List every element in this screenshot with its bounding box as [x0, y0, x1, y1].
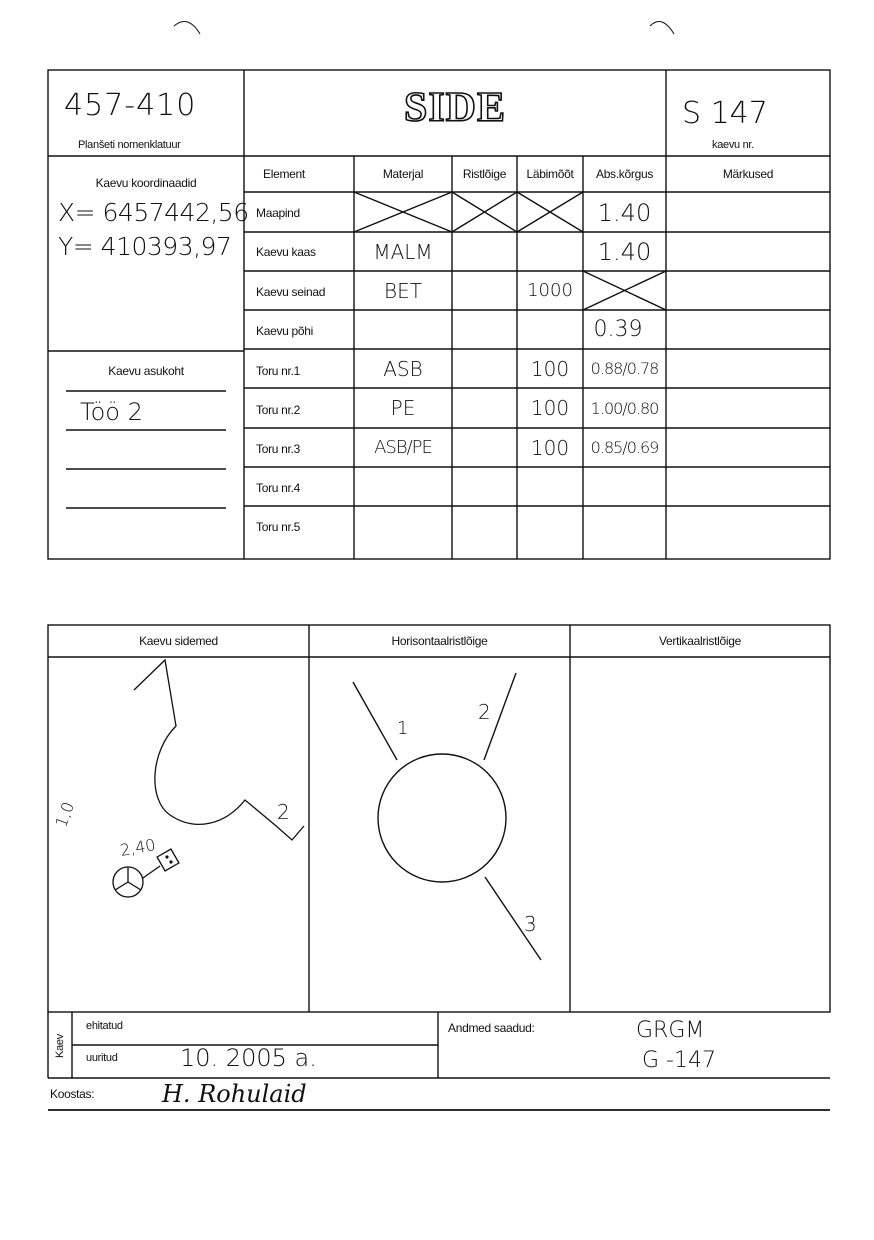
- horizontal-section-sketch: [353, 673, 541, 960]
- table-cell-labimoot: 100: [530, 396, 570, 420]
- surveyed-label: uuritud: [86, 1052, 118, 1064]
- coordinate-x: X= 6457442,56: [58, 198, 249, 227]
- surveyed-value: 10. 2005 a.: [180, 1044, 317, 1072]
- header-ristloige: Ristlõige: [462, 167, 507, 181]
- table-cell-abs: 1.40: [597, 237, 652, 266]
- connection-label: 2: [277, 800, 290, 824]
- page-title: SIDE: [403, 85, 507, 131]
- header-markused: Märkused: [722, 167, 774, 181]
- table-row-element: Toru nr.2: [256, 403, 300, 417]
- table-row-element: Kaevu seinad: [256, 285, 326, 299]
- location-label: Kaevu asukoht: [108, 364, 184, 378]
- elevation-note: 2,40: [118, 835, 158, 860]
- table-cell-labimoot: 100: [530, 435, 570, 460]
- coordinates-label: Kaevu koordinaadid: [95, 176, 197, 190]
- table-row-element: Kaevu põhi: [256, 324, 314, 338]
- header-labimoot: Läbimõõt: [526, 167, 574, 181]
- table-row-element: Kaevu kaas: [256, 245, 316, 259]
- pipe-label-2: 2: [478, 700, 491, 724]
- built-label: ehitatud: [86, 1020, 123, 1032]
- data-source-value-1: GRGM: [636, 1018, 705, 1043]
- table-cell-materjal: BET: [384, 278, 422, 303]
- location-value: Töö 2: [80, 398, 143, 426]
- data-source-value-2: G -147: [642, 1048, 716, 1073]
- table-cell-abs: 0.88/0.78: [590, 359, 659, 378]
- section-connections-title: Kaevu sidemed: [139, 634, 218, 648]
- pipe-label-3: 3: [524, 912, 537, 936]
- table-row-element: Toru nr.5: [256, 520, 300, 534]
- table-cell-labimoot: 100: [530, 356, 570, 381]
- table-cell-abs: 1.00/0.80: [590, 398, 659, 418]
- header-element: Element: [263, 167, 305, 181]
- author-label: Koostas:: [50, 1087, 95, 1101]
- header-materjal: Materjal: [382, 167, 424, 181]
- nomenclature-label: Planšeti nomenklatuur: [78, 139, 181, 151]
- table-row-element: Maapind: [256, 206, 300, 220]
- section-vertical-title: Vertikaalristlõige: [659, 634, 741, 648]
- well-number-value: S 147: [682, 96, 768, 131]
- table-cell-abs: 0.39: [593, 317, 643, 342]
- table-row-element: Toru nr.4: [256, 481, 300, 495]
- table-cell-materjal: PE: [390, 396, 416, 420]
- table-row-element: Toru nr.1: [256, 364, 300, 378]
- connections-sketch: [113, 660, 304, 897]
- table-cell-abs: 0.85/0.69: [590, 438, 659, 457]
- header-abs-korgus: Abs.kõrgus: [595, 167, 654, 181]
- table-cell-materjal: ASB/PE: [374, 437, 432, 458]
- pipe-label-1: 1: [397, 718, 409, 739]
- data-source-label: Andmed saadud:: [448, 1021, 535, 1035]
- nomenclature-value: 457-410: [64, 88, 197, 123]
- coordinate-y: Y= 410393,97: [58, 232, 232, 261]
- table-cell-materjal: MALM: [373, 239, 433, 264]
- table-cell-labimoot: 1000: [527, 280, 573, 301]
- side-note: 1,0: [51, 799, 79, 830]
- table-cell-materjal: ASB: [383, 356, 423, 381]
- well-number-label: kaevu nr.: [712, 139, 754, 151]
- kaev-label: Kaev: [54, 1034, 66, 1058]
- section-horizontal-title: Horisontaalristlõige: [391, 634, 488, 648]
- author-signature: H. Rohulaid: [162, 1080, 307, 1108]
- table-cell-abs: 1.40: [597, 199, 652, 227]
- table-row-element: Toru nr.3: [256, 442, 300, 456]
